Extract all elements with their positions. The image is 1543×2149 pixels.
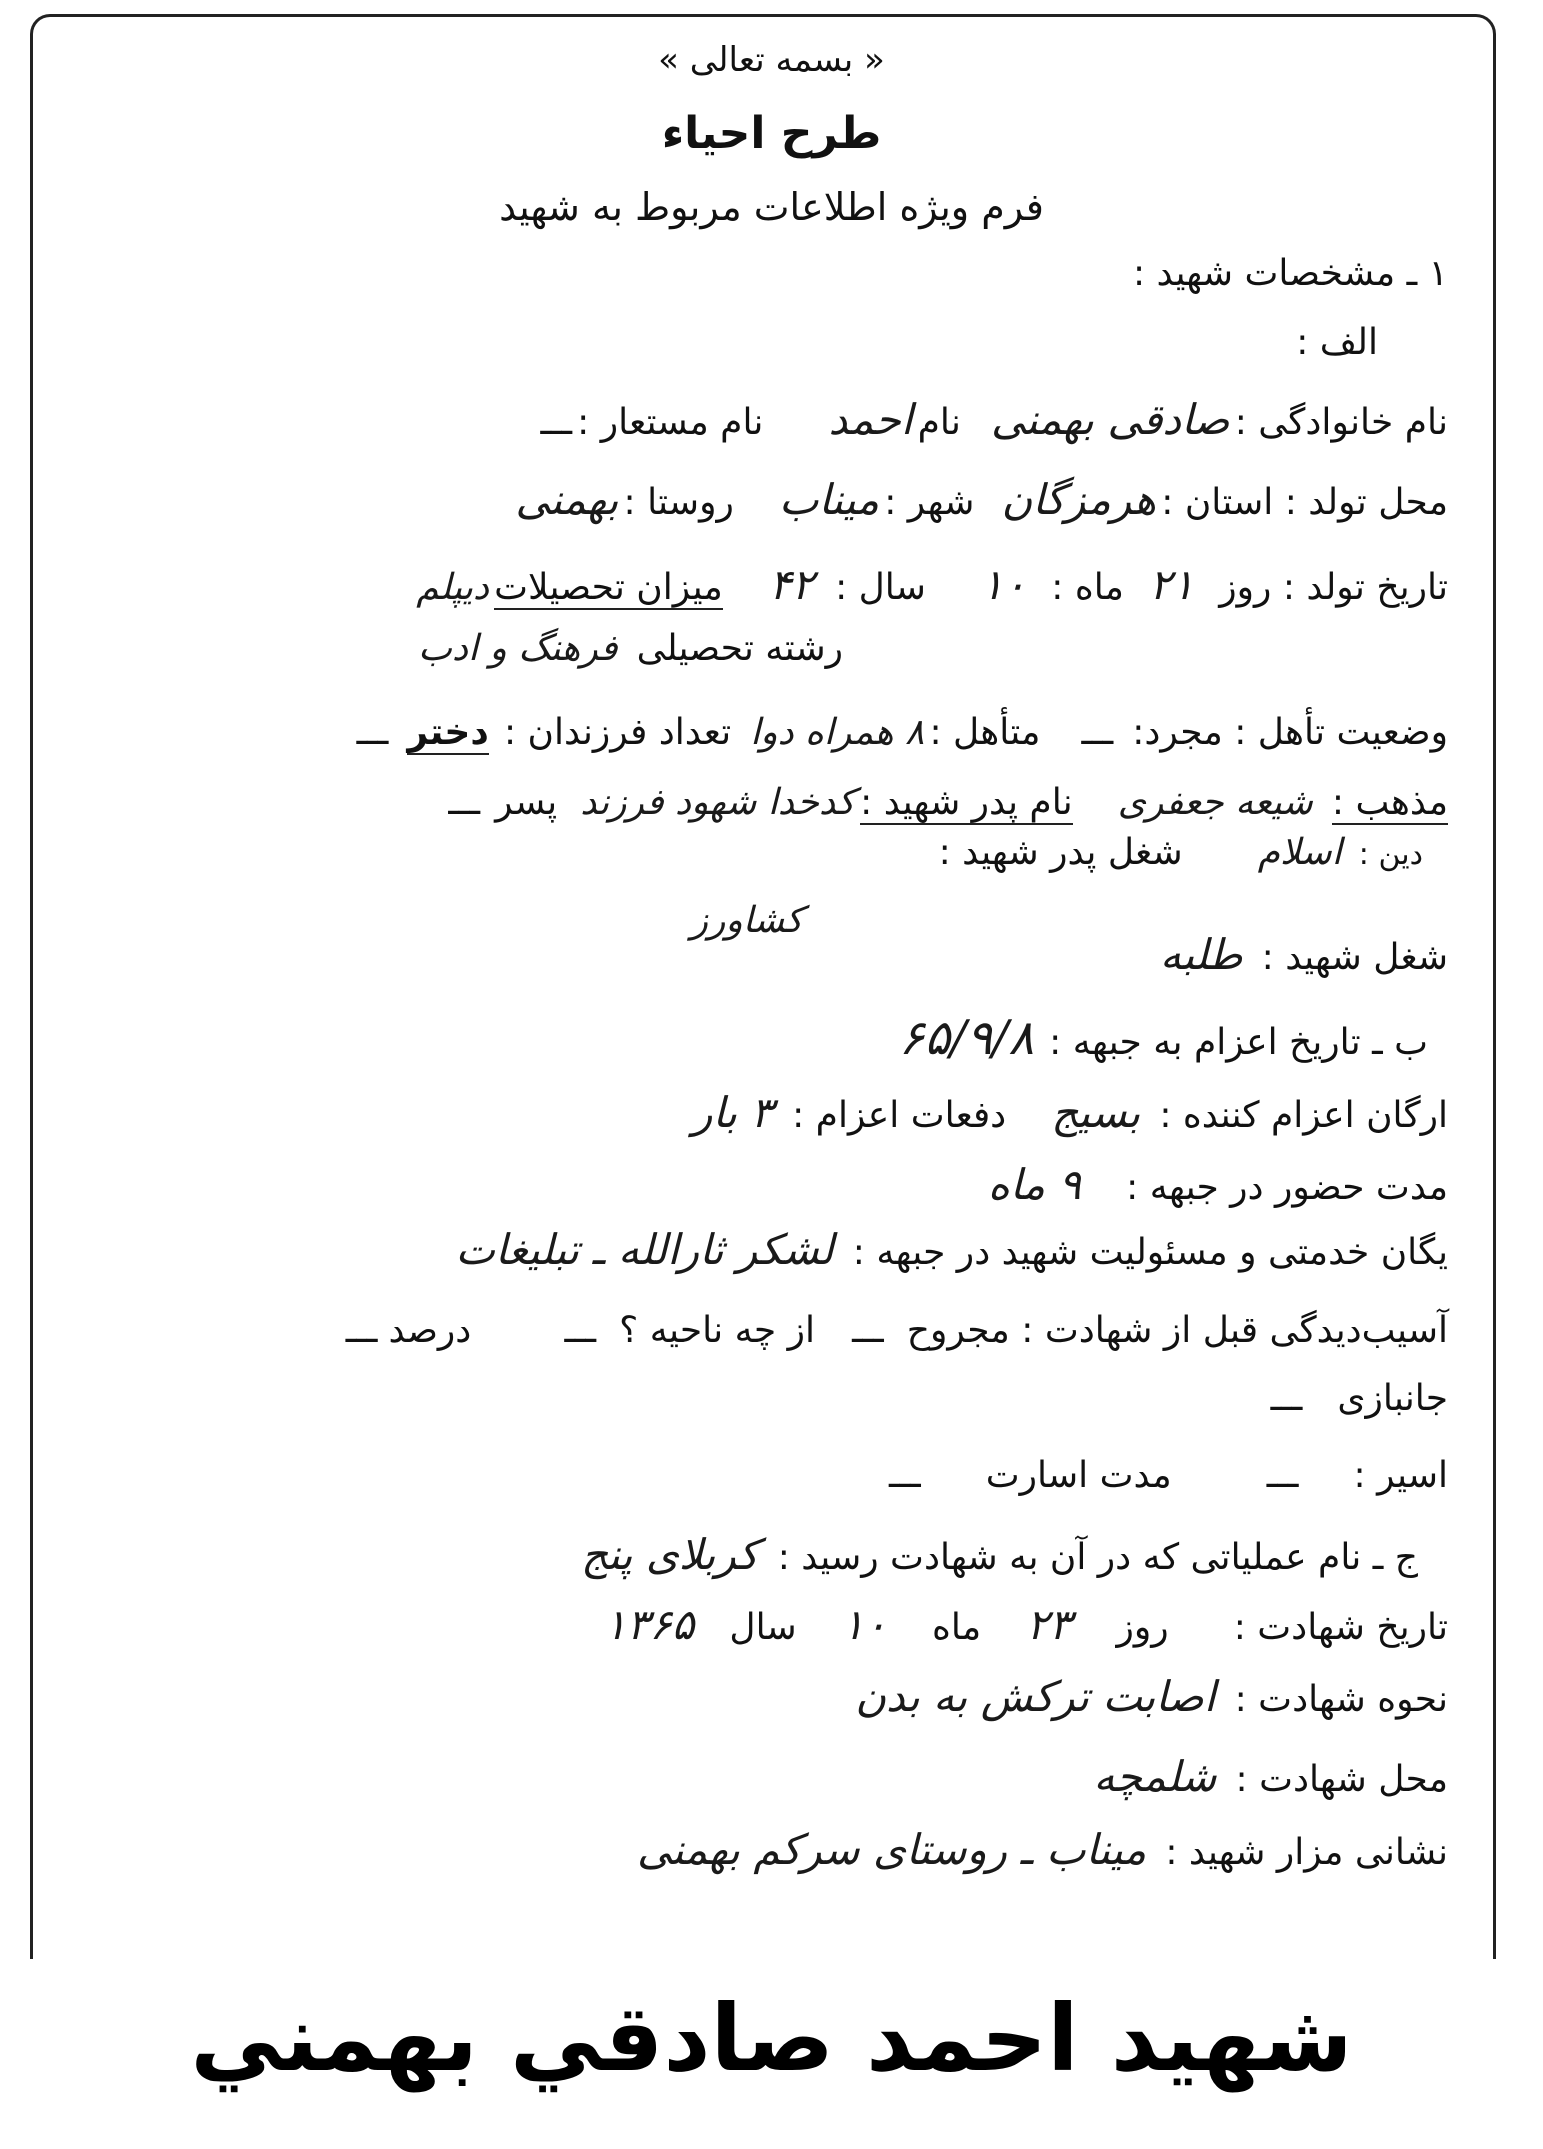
year-label: سال : (835, 567, 926, 608)
manner-value: اصابت ترکش به بدن (855, 1672, 1216, 1721)
unit-label: یگان خدمتی و مسئولیت شهید در جبهه : (852, 1232, 1448, 1273)
city-value: میناب (778, 475, 880, 524)
operation-value: کربلای پنج (581, 1530, 759, 1579)
operation-row (581, 1530, 1418, 1579)
section1-title: ۱ ـ مشخصات شهید : (1132, 253, 1448, 294)
father-job-value: کشاورز (690, 900, 803, 941)
religion-value: اسلام (1257, 832, 1342, 873)
area-label: از چه ناحیه ؟ (619, 1310, 815, 1351)
job-label: شغل شهید : (1261, 937, 1448, 978)
injury-value: ـــ (852, 1310, 884, 1351)
form-sheet (30, 14, 1496, 1959)
village-label: روستا : (623, 482, 734, 523)
year-value: ۴۲ (768, 560, 814, 609)
family-value: صادقی بهمنی (990, 395, 1230, 444)
daughter-label: دختر (407, 712, 489, 753)
count-value: ۳ بار (692, 1088, 773, 1137)
dispatch-value: ۶۵/۹/۸ (898, 1010, 1035, 1066)
percent-value: ـــ (345, 1310, 378, 1351)
place-row (1093, 1752, 1448, 1801)
daughter-value: ـــ (356, 712, 389, 753)
city-label: شهر : (884, 482, 975, 523)
alef-label: الف : (1296, 322, 1378, 363)
martyr-year-label: سال (729, 1607, 797, 1648)
alias-label: نام مستعار : (577, 402, 764, 443)
grave-label: نشانی مزار شهید : (1165, 1832, 1448, 1873)
month-value: ۱۰ (981, 560, 1027, 609)
duration-value: ۹ ماه (987, 1160, 1082, 1209)
job-value: طلبه (1160, 930, 1243, 979)
alias-value: ـــ (540, 402, 573, 443)
married-label: متأهل : (929, 712, 1041, 753)
sect-label: مذهب : (1331, 782, 1448, 823)
province-value: هرمزگان (1001, 475, 1157, 524)
job-row (1160, 930, 1448, 979)
martyr-day-label: روز (1116, 1607, 1169, 1648)
single-value: ـــ (1081, 712, 1114, 753)
veteran-row (1271, 1378, 1448, 1419)
manner-row (855, 1672, 1448, 1721)
day-value: ۲۱ (1149, 560, 1195, 609)
family-row (540, 395, 1448, 444)
birthdate-label: تاریخ تولد : روز (1219, 567, 1448, 608)
major-value: فرهنگ و ادب (418, 628, 618, 669)
children-label: تعداد فرزندان : (503, 712, 732, 753)
martyr-name-caption: شهيد احمد صادقي بهمني (190, 1985, 1353, 2092)
duration-row (988, 1160, 1448, 1209)
martyr-month-label: ماه (932, 1607, 982, 1648)
martyr-month-value: ۱۰ (841, 1600, 887, 1649)
martyr-date-label: تاریخ شهادت : (1233, 1607, 1448, 1648)
operation-label: ج ـ نام عملیاتی که در آن به شهادت رسید : (777, 1537, 1418, 1578)
org-label: ارگان اعزام کننده : (1159, 1095, 1448, 1136)
father-job-label: شغل پدر شهید : (938, 832, 1183, 873)
religion-row (939, 832, 1423, 873)
birthplace-label: محل تولد : استان : (1161, 482, 1448, 523)
major-row (418, 628, 843, 669)
marital-label: وضعیت تأهل : مجرد: (1132, 712, 1448, 753)
dispatch-row (899, 1010, 1428, 1066)
name-value: احمد (828, 395, 913, 444)
education-label: میزان تحصیلات (494, 567, 723, 608)
place-value: شلمچه (1093, 1752, 1217, 1801)
martyr-date-row (604, 1600, 1448, 1649)
martyr-year-value: ۱۳۶۵ (604, 1600, 695, 1649)
marital-row (357, 712, 1448, 753)
grave-value: میناب ـ روستای سرکم بهمنی (636, 1825, 1147, 1874)
family-label: نام خانوادگی : (1234, 402, 1448, 443)
village-value: بهمنی (515, 475, 619, 524)
name-label: نام (917, 402, 961, 443)
son-label: پسر (495, 782, 558, 823)
religion-label: دین : (1358, 837, 1423, 872)
manner-label: نحوه شهادت : (1234, 1679, 1448, 1720)
pow-value: ـــ (1266, 1455, 1299, 1496)
count-label: دفعات اعزام : (792, 1095, 1007, 1136)
duration-label: مدت حضور در جبهه : (1126, 1167, 1448, 1208)
martyr-day-value: ۲۳ (1026, 1600, 1072, 1649)
sect-row (448, 782, 1448, 823)
bismillah: « بسمه تعالی » (658, 40, 885, 80)
dispatch-label: ب ـ تاریخ اعزام به جبهه : (1049, 1022, 1428, 1063)
form-title: فرم ویژه اطلاعات مربوط به شهید (499, 185, 1044, 229)
birthdate-row (416, 560, 1448, 609)
place-label: محل شهادت : (1235, 1759, 1448, 1800)
birthplace-row (515, 475, 1448, 524)
unit-row (456, 1225, 1449, 1274)
captivity-label: مدت اسارت (985, 1455, 1172, 1496)
percent-label: درصد (388, 1310, 472, 1351)
married-value: ۸ همراه دوا (750, 712, 925, 753)
injury-label: آسیب‌دیدگی قبل از شهادت : مجروح (906, 1310, 1448, 1351)
pow-label: اسیر : (1353, 1455, 1448, 1496)
education-value: دیپلم (416, 567, 490, 608)
veteran-value: ـــ (1270, 1378, 1303, 1419)
project-title: طرح احیاء (661, 108, 882, 159)
sect-value: شیعه جعفری (1117, 782, 1313, 823)
grave-row (637, 1825, 1448, 1874)
captivity-value: ـــ (889, 1455, 921, 1496)
father-value: کدخدا شهود فرزند (580, 782, 856, 823)
major-label: رشته تحصیلی (636, 628, 843, 669)
injury-row (346, 1310, 1448, 1351)
area-value: ـــ (564, 1310, 597, 1351)
son-value: ـــ (448, 782, 481, 823)
org-row (692, 1088, 1448, 1137)
father-label: نام پدر شهید : (860, 782, 1073, 823)
pow-row (889, 1455, 1448, 1496)
veteran-label: جانبازی (1337, 1378, 1448, 1419)
month-label: ماه : (1051, 567, 1124, 608)
org-value: بسیج (1051, 1088, 1141, 1137)
unit-value: لشکر ثارالله ـ تبلیغات (455, 1225, 834, 1274)
